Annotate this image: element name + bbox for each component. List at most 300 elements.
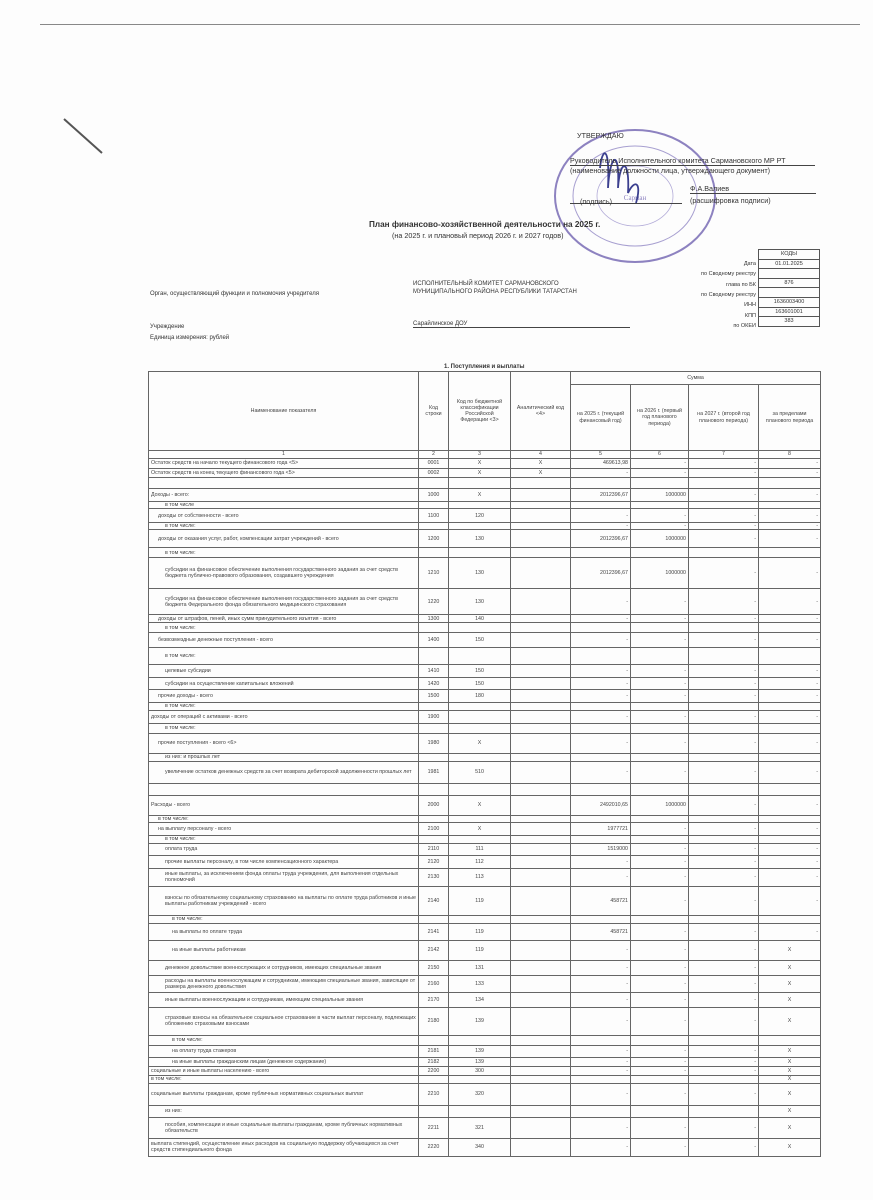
bk-code: 139 [449, 1007, 511, 1035]
row-code: 2150 [419, 960, 449, 975]
sum-2025: 2012396,67 [571, 489, 631, 502]
sum-beyond: - [759, 489, 821, 502]
sum-2026 [631, 753, 689, 761]
row-name: в том числе: [149, 523, 419, 530]
table-row [149, 960, 821, 975]
bk-code [449, 703, 511, 710]
sum-beyond: X [759, 1045, 821, 1057]
sum-2027: - [689, 589, 759, 615]
sum-2025: - [571, 710, 631, 723]
sum-2026 [631, 835, 689, 843]
bk-code [449, 623, 511, 633]
sum-2026: - [631, 940, 689, 960]
sum-beyond [759, 815, 821, 822]
sum-2025: 1977721 [571, 822, 631, 835]
approver-position: Руководитель Исполнительного комитета Сармановского МР РТ [570, 156, 815, 166]
row-name: увеличение остатков денежных средств за счет возврата дебиторской задолженности прошлых лет [149, 761, 419, 783]
header-beyond: за пределами планового периода [759, 385, 821, 451]
sum-2027 [689, 478, 759, 489]
table-row [149, 855, 821, 868]
code-value: 1636003400 [759, 297, 820, 307]
document-subtitle: (на 2025 г. и плановый период 2026 г. и 2027 годов) [392, 231, 564, 240]
analytic-code: X [511, 459, 571, 469]
table-row [149, 469, 821, 478]
row-name: в том числе: [149, 623, 419, 633]
header-analytic-code: Аналитический код <4> [511, 372, 571, 451]
sum-2026 [631, 1035, 689, 1045]
svg-text:Сарман: Сарман [623, 194, 647, 202]
sum-2025: - [571, 868, 631, 886]
sum-2027: - [689, 1138, 759, 1156]
bk-code [449, 753, 511, 761]
sum-2027 [689, 1105, 759, 1117]
sum-beyond [759, 548, 821, 558]
sum-2026 [631, 915, 689, 923]
table-row [149, 1045, 821, 1057]
sum-beyond: - [759, 923, 821, 940]
row-code [419, 815, 449, 822]
row-name: иные выплаты, за исключением фонда оплаты труда учреждения, для выполнения отдельных полномочий [149, 868, 419, 886]
sum-beyond: X [759, 1117, 821, 1138]
row-name: целевые субсидии [149, 665, 419, 678]
analytic-code [511, 1138, 571, 1156]
sum-beyond [759, 502, 821, 509]
table-row [149, 795, 821, 815]
sum-beyond: - [759, 509, 821, 523]
pen-mark [60, 115, 110, 160]
header-2026: на 2026 г. (первый год планового периода) [631, 385, 689, 451]
bk-code [449, 835, 511, 843]
bk-code [449, 502, 511, 509]
row-code: 2000 [419, 795, 449, 815]
sum-2027: - [689, 1007, 759, 1035]
sum-2025 [571, 502, 631, 509]
sum-beyond [759, 478, 821, 489]
row-name: в том числе: [149, 648, 419, 665]
analytic-code [511, 548, 571, 558]
sum-2026 [631, 1105, 689, 1117]
sum-2027: - [689, 923, 759, 940]
table-row [149, 710, 821, 723]
document-title: План финансово-хозяйственной деятельности на 2025 г. [369, 220, 601, 229]
table-row [149, 665, 821, 678]
sum-2027 [689, 783, 759, 795]
row-code: 1300 [419, 615, 449, 623]
sum-beyond [759, 723, 821, 733]
bk-code: 140 [449, 615, 511, 623]
code-value: 383 [759, 317, 820, 327]
analytic-code [511, 723, 571, 733]
header-2027: на 2027 г. (второй год планового периода) [689, 385, 759, 451]
table-row [149, 940, 821, 960]
bk-code: 119 [449, 923, 511, 940]
table-row [149, 1066, 821, 1075]
analytic-code [511, 835, 571, 843]
row-code [419, 478, 449, 489]
sum-2026 [631, 502, 689, 509]
scan-edge-line [40, 24, 860, 25]
sum-beyond: - [759, 710, 821, 723]
sum-beyond: X [759, 992, 821, 1007]
bk-code: 131 [449, 960, 511, 975]
row-name: иные выплаты военнослужащим и сотрудникам, имеющим специальные звания [149, 992, 419, 1007]
table-row [149, 886, 821, 915]
sum-2025: - [571, 975, 631, 992]
analytic-code [511, 478, 571, 489]
bk-code: X [449, 733, 511, 753]
sum-2025: - [571, 1066, 631, 1075]
sum-2025 [571, 1075, 631, 1083]
table-row [149, 1007, 821, 1035]
sum-2025 [571, 915, 631, 923]
row-name [149, 783, 419, 795]
sum-2025: 469613,98 [571, 459, 631, 469]
sum-beyond: - [759, 822, 821, 835]
table-row [149, 690, 821, 703]
table-row [149, 548, 821, 558]
row-name: доходы от штрафов, пеней, иных сумм принудительного изъятия - всего [149, 615, 419, 623]
sum-beyond: X [759, 940, 821, 960]
row-name: на оплату труда стажеров [149, 1045, 419, 1057]
bk-code: 111 [449, 843, 511, 855]
row-name: социальные и иные выплаты населению - всего [149, 1066, 419, 1075]
sum-2026: - [631, 665, 689, 678]
row-code [419, 753, 449, 761]
sum-2027 [689, 915, 759, 923]
sum-2027: - [689, 940, 759, 960]
approver-name-caption: (расшифровка подписи) [690, 196, 771, 205]
row-name: на выплату персоналу - всего [149, 822, 419, 835]
sum-2025: - [571, 1045, 631, 1057]
sum-beyond: - [759, 795, 821, 815]
sum-beyond [759, 835, 821, 843]
row-name: из них: и прошлых лет [149, 753, 419, 761]
section-title: 1. Поступления и выплаты [444, 364, 525, 370]
bk-code [449, 1075, 511, 1083]
sum-2027: - [689, 855, 759, 868]
sum-2027: - [689, 960, 759, 975]
row-name: социальные выплаты гражданам, кроме публичных нормативных социальных выплат [149, 1083, 419, 1105]
sum-2025: 2012396,67 [571, 530, 631, 548]
analytic-code [511, 665, 571, 678]
row-code: 2170 [419, 992, 449, 1007]
analytic-code [511, 855, 571, 868]
sum-beyond: - [759, 615, 821, 623]
row-name: в том числе: [149, 1075, 419, 1083]
sum-2026: - [631, 690, 689, 703]
table-row [149, 723, 821, 733]
bk-code: 139 [449, 1057, 511, 1066]
sum-2026: - [631, 633, 689, 648]
table-row [149, 923, 821, 940]
sum-2026: - [631, 975, 689, 992]
bk-code: 130 [449, 558, 511, 589]
bk-code [449, 915, 511, 923]
sum-beyond: X [759, 1083, 821, 1105]
sum-2025 [571, 548, 631, 558]
table-row [149, 623, 821, 633]
row-name: Расходы - всего [149, 795, 419, 815]
sum-2025 [571, 703, 631, 710]
codes-header: КОДЫ [759, 250, 820, 260]
unit-label: Единица измерения: рублей [150, 335, 230, 341]
bk-code: 113 [449, 868, 511, 886]
column-number: 8 [759, 451, 821, 459]
row-name: денежное довольствие военнослужащих и сотрудников, имеющих специальные звания [149, 960, 419, 975]
sum-2026: - [631, 1066, 689, 1075]
analytic-code [511, 1057, 571, 1066]
sum-2027: - [689, 992, 759, 1007]
analytic-code [511, 753, 571, 761]
table-row [149, 783, 821, 795]
sum-2027: - [689, 523, 759, 530]
analytic-code [511, 822, 571, 835]
code-value: 01.01.2025 [759, 259, 820, 269]
sum-2026: - [631, 678, 689, 690]
sum-2025 [571, 648, 631, 665]
sum-2027: - [689, 633, 759, 648]
row-code: 1420 [419, 678, 449, 690]
row-name: в том числе: [149, 703, 419, 710]
table-row [149, 761, 821, 783]
analytic-code [511, 1105, 571, 1117]
column-number: 2 [419, 451, 449, 459]
sum-beyond: - [759, 558, 821, 589]
sum-2025: - [571, 615, 631, 623]
row-code [419, 1075, 449, 1083]
row-code [419, 703, 449, 710]
sum-2027: - [689, 975, 759, 992]
sum-beyond: X [759, 1075, 821, 1083]
bk-code: X [449, 469, 511, 478]
table-row [149, 1138, 821, 1156]
sum-2027 [689, 502, 759, 509]
analytic-code [511, 589, 571, 615]
sum-2025: - [571, 690, 631, 703]
sum-2026: - [631, 710, 689, 723]
row-code: 2120 [419, 855, 449, 868]
row-name [149, 478, 419, 489]
sum-2025 [571, 815, 631, 822]
sum-2027: - [689, 489, 759, 502]
sum-2027 [689, 753, 759, 761]
row-code [419, 548, 449, 558]
row-name: субсидии на осуществление капитальных вложений [149, 678, 419, 690]
sum-2025: - [571, 992, 631, 1007]
row-code: 2100 [419, 822, 449, 835]
table-row [149, 843, 821, 855]
row-name: расходы на выплаты военнослужащим и сотрудникам, имеющим специальные звания, зависящие от размера денежного довольствия [149, 975, 419, 992]
bk-code: 120 [449, 509, 511, 523]
bk-code: 133 [449, 975, 511, 992]
sum-beyond: - [759, 589, 821, 615]
institution-label: Учреждение [150, 324, 185, 330]
analytic-code [511, 886, 571, 915]
analytic-code [511, 1117, 571, 1138]
bk-code: 112 [449, 855, 511, 868]
bk-code: 150 [449, 665, 511, 678]
sum-beyond: - [759, 469, 821, 478]
analytic-code [511, 992, 571, 1007]
header-row-code: Код строки [419, 372, 449, 451]
code-value: 876 [759, 278, 820, 288]
sum-2027: - [689, 868, 759, 886]
row-code: 1500 [419, 690, 449, 703]
sum-beyond: - [759, 886, 821, 915]
sum-2027: - [689, 822, 759, 835]
sum-beyond: X [759, 1105, 821, 1117]
table-row [149, 678, 821, 690]
analytic-code [511, 1045, 571, 1057]
approver-position-caption: (наименование должности лица, утверждающего документ) [570, 166, 771, 175]
row-name: на выплаты по оплате труда [149, 923, 419, 940]
row-code: 2211 [419, 1117, 449, 1138]
row-code [419, 1105, 449, 1117]
sum-2026: - [631, 523, 689, 530]
bk-code [449, 783, 511, 795]
analytic-code [511, 690, 571, 703]
table-row [149, 703, 821, 710]
sum-2025 [571, 478, 631, 489]
row-code: 2140 [419, 886, 449, 915]
sum-beyond: - [759, 523, 821, 530]
sum-beyond [759, 648, 821, 665]
row-code: 1410 [419, 665, 449, 678]
analytic-code [511, 940, 571, 960]
code-label: глава по БК [726, 281, 756, 288]
sum-2026: - [631, 822, 689, 835]
sum-2026 [631, 648, 689, 665]
sum-2026: - [631, 733, 689, 753]
sum-2027 [689, 648, 759, 665]
row-name: в том числе [149, 502, 419, 509]
row-name: доходы от операций с активами - всего [149, 710, 419, 723]
sum-beyond: - [759, 690, 821, 703]
analytic-code [511, 648, 571, 665]
row-code: 2180 [419, 1007, 449, 1035]
institution-value: Сарайлинское ДОУ [413, 321, 630, 328]
sum-2027: - [689, 733, 759, 753]
table-row [149, 489, 821, 502]
bk-code: 119 [449, 940, 511, 960]
column-number: 1 [149, 451, 419, 459]
sum-2027: - [689, 558, 759, 589]
row-name: доходы от оказания услуг, работ, компенсации затрат учреждений - всего [149, 530, 419, 548]
analytic-code [511, 960, 571, 975]
row-code: 1100 [419, 509, 449, 523]
code-label: КПП [744, 312, 756, 319]
row-name: доходы от собственности - всего [149, 509, 419, 523]
sum-2027: - [689, 795, 759, 815]
row-code: 2182 [419, 1057, 449, 1066]
analytic-code [511, 1007, 571, 1035]
sum-2026: - [631, 855, 689, 868]
sum-2025: - [571, 633, 631, 648]
header-sum: Сумма [571, 372, 821, 385]
sum-2027: - [689, 509, 759, 523]
sum-2026: - [631, 843, 689, 855]
analytic-code [511, 975, 571, 992]
analytic-code [511, 502, 571, 509]
sum-2026: - [631, 1045, 689, 1057]
sum-2027 [689, 703, 759, 710]
sum-beyond [759, 703, 821, 710]
table-row [149, 459, 821, 469]
row-code: 1981 [419, 761, 449, 783]
table-row [149, 733, 821, 753]
row-code: 1400 [419, 633, 449, 648]
sum-2026: - [631, 615, 689, 623]
sum-2027 [689, 723, 759, 733]
bk-code: 150 [449, 678, 511, 690]
analytic-code: X [511, 469, 571, 478]
sum-2026: - [631, 1007, 689, 1035]
sum-beyond: - [759, 678, 821, 690]
bk-code [449, 1035, 511, 1045]
analytic-code [511, 915, 571, 923]
row-name: в том числе: [149, 723, 419, 733]
table-row [149, 615, 821, 623]
sum-2026: 1000000 [631, 489, 689, 502]
row-code [419, 623, 449, 633]
code-label: Дата [743, 261, 756, 267]
sum-2027: - [689, 1045, 759, 1057]
table-row [149, 502, 821, 509]
sum-2027: - [689, 1083, 759, 1105]
sum-2027 [689, 548, 759, 558]
sum-2026 [631, 723, 689, 733]
sum-2025: 1519000 [571, 843, 631, 855]
founder-label: Орган, осуществляющий функции и полномочия учредителя [150, 291, 319, 297]
sum-2027: - [689, 886, 759, 915]
sum-beyond: - [759, 733, 821, 753]
row-code [419, 648, 449, 665]
sum-beyond: X [759, 975, 821, 992]
analytic-code [511, 843, 571, 855]
sum-2026 [631, 548, 689, 558]
bk-code: X [449, 822, 511, 835]
sum-beyond [759, 783, 821, 795]
bk-code: 510 [449, 761, 511, 783]
analytic-code [511, 678, 571, 690]
sum-2025: - [571, 523, 631, 530]
sum-beyond: X [759, 1007, 821, 1035]
analytic-code [511, 733, 571, 753]
sum-2025: - [571, 733, 631, 753]
row-code: 0001 [419, 459, 449, 469]
sum-2027: - [689, 843, 759, 855]
table-row [149, 648, 821, 665]
bk-code: 150 [449, 633, 511, 648]
sum-2026 [631, 1075, 689, 1083]
sum-2025: - [571, 1057, 631, 1066]
row-name: прочие поступления - всего <6> [149, 733, 419, 753]
row-name: выплата стипендий, осуществление иных расходов на социальную поддержку обучающихся за счет средств стипендиального фонда [149, 1138, 419, 1156]
row-code [419, 502, 449, 509]
sum-2027 [689, 815, 759, 822]
sum-beyond: - [759, 868, 821, 886]
sum-2026: - [631, 868, 689, 886]
sum-2027: - [689, 690, 759, 703]
sum-2026: 1000000 [631, 795, 689, 815]
bk-code [449, 815, 511, 822]
row-name: прочие выплаты персоналу, в том числе компенсационного характера [149, 855, 419, 868]
analytic-code [511, 558, 571, 589]
table-row [149, 633, 821, 648]
row-name: субсидии на финансовое обеспечение выполнения государственного задания за счет средств бюджета Федерального фонда обязательного медицинского страхования [149, 589, 419, 615]
sum-2025: - [571, 1117, 631, 1138]
sum-beyond: - [759, 843, 821, 855]
